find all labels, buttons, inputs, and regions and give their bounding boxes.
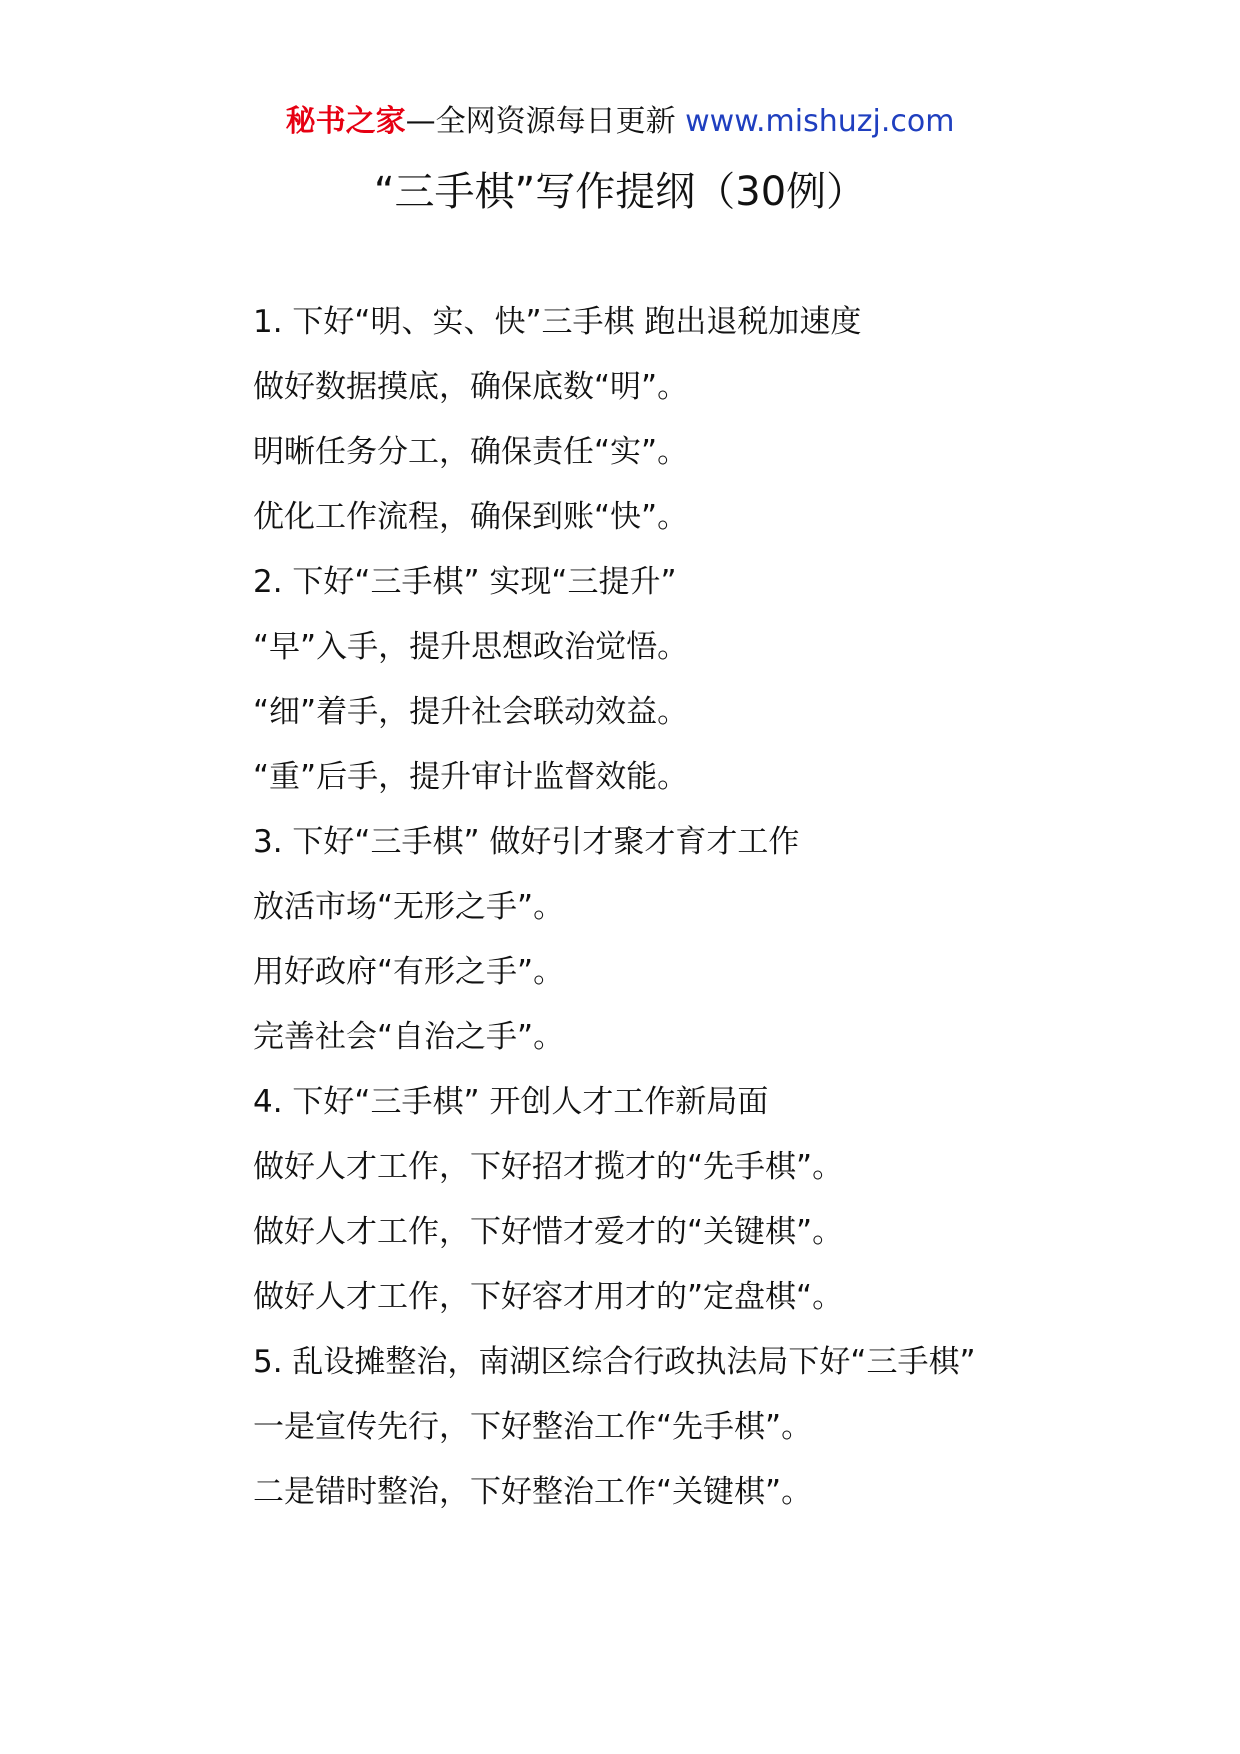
paragraph: 做好人才工作，下好容才用才的”定盘棋“。 (253, 1279, 844, 1315)
paragraph: 完善社会“自治之手”。 (253, 1019, 565, 1055)
paragraph: 做好人才工作，下好惜才爱才的“关键棋”。 (253, 1214, 844, 1250)
paragraph: 优化工作流程，确保到账“快”。 (253, 499, 689, 535)
paragraph: 2. 下好“三手棋” 实现“三提升” (253, 564, 677, 600)
paragraph: 做好人才工作，下好招才揽才的“先手棋”。 (253, 1149, 844, 1185)
paragraph: 明晰任务分工，确保责任“实”。 (253, 434, 689, 470)
paragraph: 一是宣传先行，下好整治工作“先手棋”。 (253, 1409, 813, 1445)
paragraph: 做好数据摸底，确保底数“明”。 (253, 369, 689, 405)
paragraph: 放活市场“无形之手”。 (253, 889, 565, 925)
document-body (187, 290, 1067, 1525)
paragraph: “细”着手，提升社会联动效益。 (253, 694, 689, 730)
paragraph: 二是错时整治，下好整治工作“关键棋”。 (253, 1474, 813, 1510)
paragraph: 3. 下好“三手棋” 做好引才聚才育才工作 (253, 824, 800, 860)
paragraph: “重”后手，提升审计监督效能。 (253, 759, 689, 795)
paragraph: 1. 下好“明、实、快”三手棋 跑出退税加速度 (253, 304, 862, 340)
paragraph: 用好政府“有形之手”。 (253, 954, 565, 990)
site-header (0, 100, 1240, 144)
header-tagline: —全网资源每日更新 (405, 104, 676, 139)
site-url-link[interactable]: www.mishuzj.com (685, 104, 955, 139)
paragraph: “早”入手，提升思想政治觉悟。 (253, 629, 689, 665)
paragraph: 5. 乱设摊整治，南湖区综合行政执法局下好“三手棋” (253, 1344, 976, 1380)
brand-name: 秘书之家 (285, 104, 406, 139)
document-title: “三手棋”写作提纲（30例） (373, 169, 867, 215)
paragraph: 4. 下好“三手棋” 开创人才工作新局面 (253, 1084, 769, 1120)
